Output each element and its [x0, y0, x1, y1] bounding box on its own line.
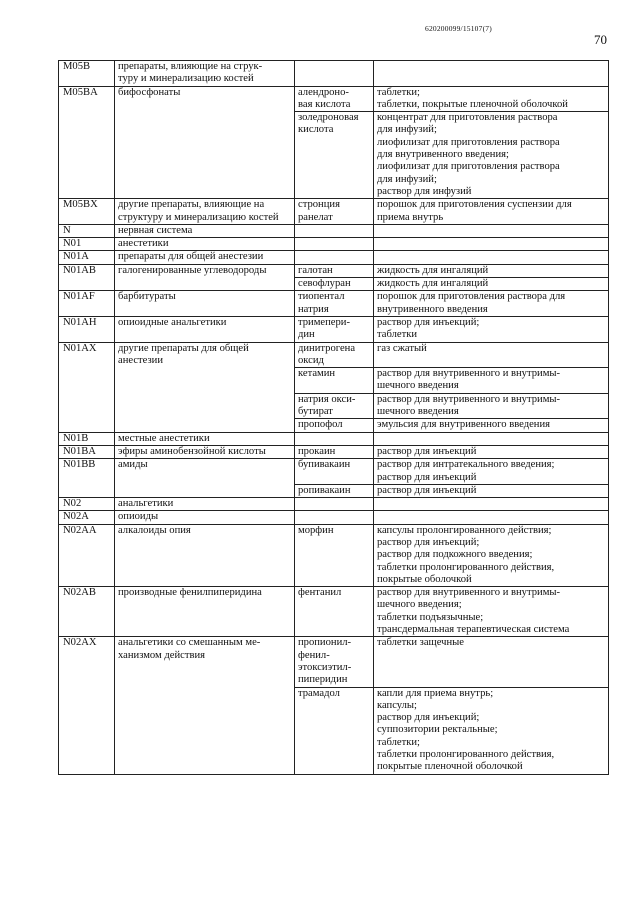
- inn-line: алендроно-: [298, 86, 349, 98]
- dosage-form-line: порошок для приготовления суспензии для: [377, 199, 572, 211]
- inn-line: трамадол: [298, 687, 340, 699]
- inn-line: морфин: [298, 524, 334, 536]
- dosage-form-line: раствор для инфузий: [377, 185, 472, 197]
- atc-code: N02A: [63, 511, 89, 523]
- atc-code: N02AB: [63, 587, 96, 599]
- group-name-line: опиоиды: [118, 511, 159, 523]
- group-name-line: другие препараты, влияющие на: [118, 199, 265, 211]
- atc-code: N01BB: [63, 459, 96, 471]
- table-row: [59, 445, 609, 458]
- atc-code-cell: [59, 511, 115, 524]
- inn-line: фентанил: [298, 587, 342, 599]
- atc-code-cell: [59, 251, 115, 264]
- dosage-form-line: для внутривенного введения;: [377, 149, 509, 161]
- atc-code-cell: [59, 224, 115, 237]
- atc-code: N01AX: [63, 342, 97, 354]
- atc-code: M05B: [63, 61, 91, 72]
- inn-line: натрия окси-: [298, 393, 356, 405]
- table-row: [59, 587, 609, 637]
- atc-code-cell: [59, 459, 115, 498]
- dosage-form-line: раствор для внутривенного и внутримы-: [377, 368, 561, 380]
- table-row: [59, 498, 609, 511]
- group-name-line: препараты для общей анестезии: [118, 251, 264, 263]
- dosage-form-cell: [374, 419, 609, 432]
- dosage-form-line: раствор для инъекций;: [377, 316, 480, 328]
- atc-code: N01: [63, 238, 82, 250]
- inn-line: бутират: [298, 406, 333, 418]
- atc-code: N02AX: [63, 637, 97, 649]
- group-name-line: нервная система: [118, 224, 193, 236]
- dosage-form-line: для инфузий;: [377, 173, 437, 185]
- inn-cell: [295, 524, 374, 586]
- group-name-cell: [115, 224, 295, 237]
- table-row: [59, 291, 609, 317]
- inn-cell: [295, 342, 374, 368]
- dosage-form-line: для инфузий;: [377, 124, 437, 136]
- group-name-line: местные анестетики: [118, 432, 210, 444]
- inn-line: стронция: [298, 199, 340, 211]
- table-row: [59, 316, 609, 342]
- inn-cell: [295, 687, 374, 774]
- group-name-cell: [115, 459, 295, 498]
- drug-classification-table: [58, 60, 608, 775]
- dosage-form-line: жидкость для ингаляций: [377, 278, 489, 290]
- page-number: 70: [594, 32, 607, 47]
- inn-cell: [295, 264, 374, 277]
- inn-line: кетамин: [298, 368, 336, 380]
- dosage-form-line: трансдермальная терапевтическая система: [377, 624, 570, 636]
- group-name-cell: [115, 587, 295, 637]
- group-name-cell: [115, 342, 295, 432]
- group-name-line: анестетики: [118, 238, 169, 250]
- group-name-line: бифосфонаты: [118, 86, 181, 98]
- dosage-form-line: раствор для инъекций;: [377, 712, 480, 724]
- inn-cell: [295, 291, 374, 317]
- inn-cell: [295, 511, 374, 524]
- group-name-line: галогенированные углеводороды: [118, 264, 267, 276]
- dosage-form-line: раствор для инъекций: [377, 484, 477, 496]
- dosage-form-cell: [374, 459, 609, 485]
- dosage-form-cell: [374, 112, 609, 199]
- inn-line: севофлуран: [298, 278, 351, 290]
- dosage-form-cell: [374, 484, 609, 497]
- inn-line: этоксиэтил-: [298, 661, 352, 673]
- group-name-cell: [115, 86, 295, 199]
- atc-code-cell: [59, 291, 115, 317]
- dosage-form-line: лиофилизат для приготовления раствора: [377, 136, 560, 148]
- inn-cell: [295, 484, 374, 497]
- dosage-form-line: шечного введения: [377, 380, 459, 392]
- dosage-form-cell: [374, 342, 609, 368]
- atc-code: N02AA: [63, 524, 97, 536]
- inn-line: бупивакаин: [298, 459, 351, 471]
- table-row: [59, 251, 609, 264]
- group-name-line: амиды: [118, 459, 148, 471]
- table-row: [59, 511, 609, 524]
- inn-cell: [295, 459, 374, 485]
- atc-code-cell: [59, 61, 115, 87]
- inn-cell: [295, 587, 374, 637]
- dosage-form-cell: [374, 687, 609, 774]
- dosage-form-line: шечного введения;: [377, 599, 462, 611]
- group-name-line: анальгетики со смешанным ме-: [118, 637, 261, 649]
- inn-cell: [295, 251, 374, 264]
- group-name-line: туру и минерализацию костей: [118, 73, 254, 85]
- dosage-form-line: покрытые оболочкой: [377, 573, 472, 585]
- inn-cell: [295, 86, 374, 112]
- group-name-cell: [115, 445, 295, 458]
- inn-cell: [295, 224, 374, 237]
- dosage-form-cell: [374, 224, 609, 237]
- inn-cell: [295, 445, 374, 458]
- atc-code-cell: [59, 238, 115, 251]
- dosage-form-cell: [374, 445, 609, 458]
- inn-line: кислота: [298, 124, 334, 136]
- group-name-line: препараты, влияющие на струк-: [118, 61, 263, 72]
- dosage-form-line: раствор для интратекального введения;: [377, 459, 555, 471]
- inn-cell: [295, 112, 374, 199]
- group-name-line: структуру и минерализацию костей: [118, 211, 279, 223]
- table-row: [59, 86, 609, 112]
- dosage-form-line: таблетки;: [377, 86, 420, 98]
- dosage-form-cell: [374, 199, 609, 225]
- dosage-form-line: раствор для внутривенного и внутримы-: [377, 587, 561, 599]
- dosage-form-line: таблетки пролонгированного действия,: [377, 561, 555, 573]
- inn-line: динитрогена: [298, 342, 356, 354]
- dosage-form-cell: [374, 511, 609, 524]
- inn-line: ропивакаин: [298, 484, 351, 496]
- atc-code-cell: [59, 316, 115, 342]
- inn-line: золедроновая: [298, 112, 359, 124]
- dosage-form-line: таблетки защечные: [377, 637, 464, 649]
- group-name-cell: [115, 199, 295, 225]
- atc-code-cell: [59, 86, 115, 199]
- table-row: [59, 199, 609, 225]
- table-row: [59, 238, 609, 251]
- atc-code-cell: [59, 432, 115, 445]
- atc-code-cell: [59, 199, 115, 225]
- dosage-form-cell: [374, 291, 609, 317]
- dosage-form-cell: [374, 368, 609, 394]
- dosage-form-line: раствор для внутривенного и внутримы-: [377, 393, 561, 405]
- dosage-form-cell: [374, 393, 609, 419]
- group-name-cell: [115, 316, 295, 342]
- inn-line: фенил-: [298, 649, 330, 661]
- dosage-form-cell: [374, 316, 609, 342]
- inn-cell: [295, 432, 374, 445]
- dosage-form-line: капсулы;: [377, 699, 417, 711]
- dosage-form-line: жидкость для ингаляций: [377, 264, 489, 276]
- group-name-line: барбитураты: [118, 291, 176, 303]
- dosage-form-line: шечного введения: [377, 406, 459, 418]
- table-row: [59, 524, 609, 586]
- table-row: [59, 264, 609, 277]
- group-name-line: алкалоиды опия: [118, 524, 191, 536]
- inn-cell: [295, 498, 374, 511]
- dosage-form-line: таблетки;: [377, 736, 420, 748]
- inn-cell: [295, 419, 374, 432]
- inn-line: ранелат: [298, 211, 333, 223]
- dosage-form-line: таблетки: [377, 329, 418, 341]
- atc-code: M05BA: [63, 86, 98, 98]
- dosage-form-line: приема внутрь: [377, 211, 444, 223]
- group-name-line: опиоидные анальгетики: [118, 316, 227, 328]
- dosage-form-line: концентрат для приготовления раствора: [377, 112, 558, 124]
- dosage-form-line: таблетки подъязычные;: [377, 611, 484, 623]
- group-name-cell: [115, 524, 295, 586]
- inn-line: оксид: [298, 354, 324, 366]
- group-name-cell: [115, 61, 295, 87]
- group-name-cell: [115, 238, 295, 251]
- inn-line: натрия: [298, 303, 329, 315]
- dosage-form-cell: [374, 587, 609, 637]
- dosage-form-cell: [374, 251, 609, 264]
- table-row: [59, 342, 609, 368]
- inn-line: тримепери-: [298, 316, 350, 328]
- group-name-line: анестезии: [118, 354, 164, 366]
- inn-cell: [295, 278, 374, 291]
- inn-line: пропионил-: [298, 637, 352, 649]
- dosage-form-line: порошок для приготовления раствора для: [377, 291, 566, 303]
- group-name-cell: [115, 511, 295, 524]
- table-row: [59, 459, 609, 485]
- inn-line: вая кислота: [298, 98, 351, 110]
- group-name-cell: [115, 637, 295, 774]
- inn-cell: [295, 368, 374, 394]
- dosage-form-line: покрытые пленочной оболочкой: [377, 761, 523, 773]
- table-row: [59, 637, 609, 687]
- atc-code: N: [63, 224, 71, 236]
- atc-code-cell: [59, 264, 115, 291]
- atc-code: N01BA: [63, 445, 96, 457]
- inn-cell: [295, 61, 374, 87]
- inn-line: галотан: [298, 264, 333, 276]
- dosage-form-line: раствор для инъекций: [377, 445, 477, 457]
- inn-cell: [295, 393, 374, 419]
- group-name-cell: [115, 264, 295, 291]
- atc-code: N01A: [63, 251, 89, 263]
- inn-cell: [295, 199, 374, 225]
- atc-code-cell: [59, 587, 115, 637]
- inn-line: тиопентал: [298, 291, 345, 303]
- inn-line: пропофол: [298, 419, 343, 431]
- atc-code: N01AH: [63, 316, 97, 328]
- dosage-form-line: раствор для подкожного введения;: [377, 549, 533, 561]
- atc-code: N01B: [63, 432, 89, 444]
- inn-line: пиперидин: [298, 674, 348, 686]
- dosage-form-line: внутривенного введения: [377, 303, 488, 315]
- inn-line: дин: [298, 329, 315, 341]
- atc-code-cell: [59, 637, 115, 774]
- atc-code: N01AB: [63, 264, 96, 276]
- group-name-cell: [115, 291, 295, 317]
- dosage-form-cell: [374, 637, 609, 687]
- inn-cell: [295, 316, 374, 342]
- group-name-line: анальгетики: [118, 498, 174, 510]
- inn-line: прокаин: [298, 445, 336, 457]
- dosage-form-line: газ сжатый: [377, 342, 427, 354]
- dosage-form-cell: [374, 498, 609, 511]
- atc-code: N02: [63, 498, 82, 510]
- table-row: [59, 432, 609, 445]
- dosage-form-cell: [374, 264, 609, 277]
- group-name-line: другие препараты для общей: [118, 342, 249, 354]
- atc-code: N01AF: [63, 291, 95, 303]
- dosage-form-line: эмульсия для внутривенного введения: [377, 419, 551, 431]
- dosage-form-line: таблетки пролонгированного действия,: [377, 749, 555, 761]
- dosage-form-line: лиофилизат для приготовления раствора: [377, 161, 560, 173]
- dosage-form-line: раствор для инъекций;: [377, 536, 480, 548]
- table-row: [59, 61, 609, 87]
- group-name-line: ханизмом действия: [118, 649, 206, 661]
- document-id: 620200099/15107(7): [425, 24, 492, 33]
- dosage-form-line: таблетки, покрытые пленочной оболочкой: [377, 98, 568, 110]
- dosage-form-cell: [374, 432, 609, 445]
- dosage-form-cell: [374, 524, 609, 586]
- atc-code-cell: [59, 524, 115, 586]
- table-row: [59, 224, 609, 237]
- group-name-cell: [115, 498, 295, 511]
- inn-cell: [295, 238, 374, 251]
- group-name-cell: [115, 432, 295, 445]
- dosage-form-line: суппозитории ректальные;: [377, 724, 498, 736]
- inn-cell: [295, 637, 374, 687]
- dosage-form-cell: [374, 278, 609, 291]
- dosage-form-line: капсулы пролонгированного действия;: [377, 524, 552, 536]
- group-name-line: эфиры аминобензойной кислоты: [118, 445, 266, 457]
- dosage-form-cell: [374, 61, 609, 87]
- atc-code-cell: [59, 445, 115, 458]
- atc-code: M05BX: [63, 199, 98, 211]
- dosage-form-line: капли для приема внутрь;: [377, 687, 494, 699]
- group-name-line: производные фенилпиперидина: [118, 587, 262, 599]
- dosage-form-cell: [374, 86, 609, 112]
- atc-code-cell: [59, 342, 115, 432]
- atc-code-cell: [59, 498, 115, 511]
- dosage-form-cell: [374, 238, 609, 251]
- group-name-cell: [115, 251, 295, 264]
- dosage-form-line: раствор для инъекций: [377, 471, 477, 483]
